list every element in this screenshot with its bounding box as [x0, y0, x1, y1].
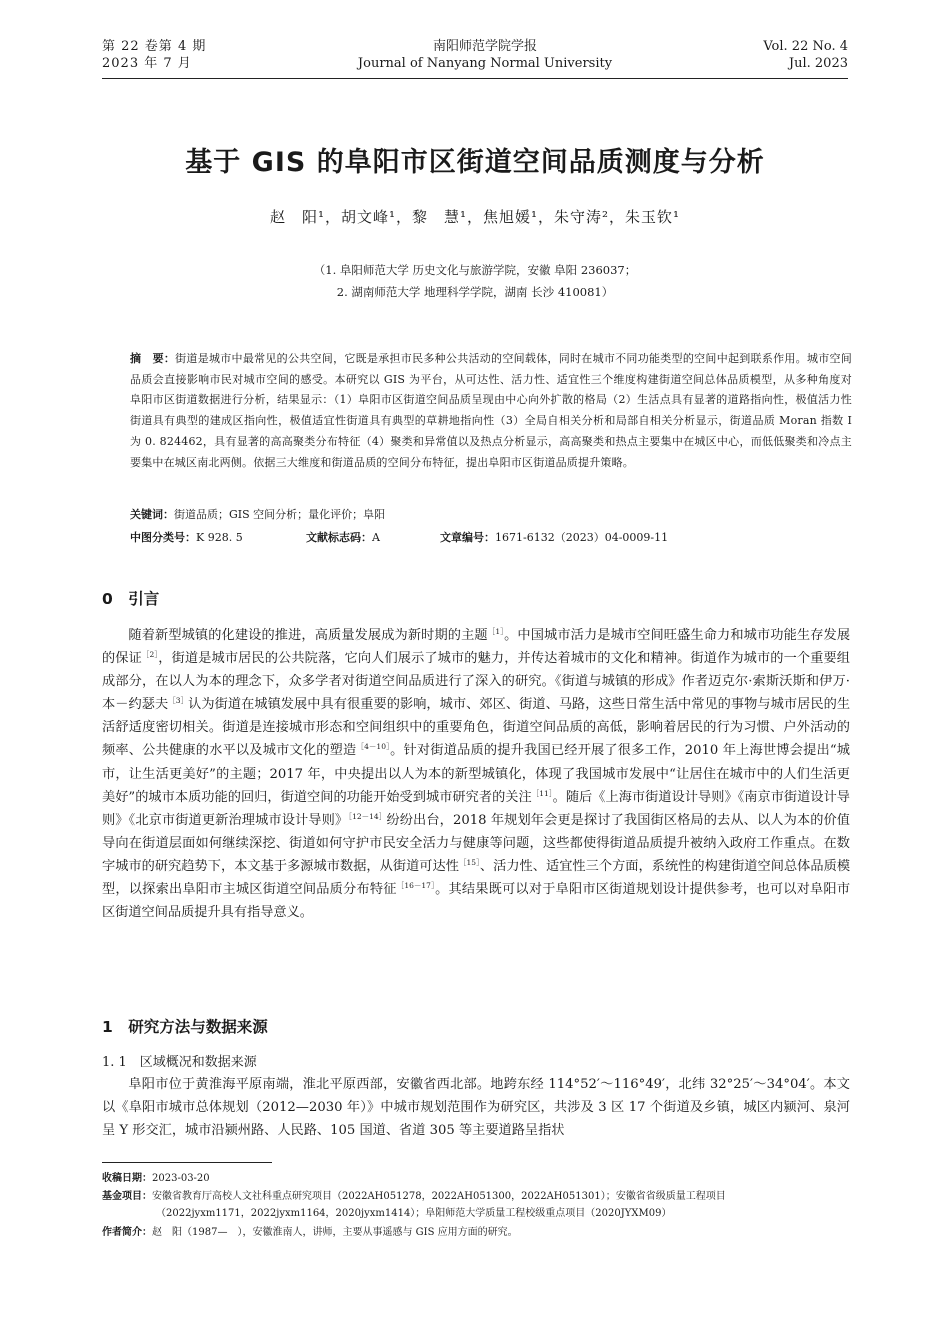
- citation-16-17: ［16－17］: [396, 881, 436, 891]
- clc-label: 中图分类号：: [130, 531, 196, 544]
- author-bio-label: 作者简介：: [102, 1227, 152, 1238]
- citation-12-14: ［12－14］: [348, 811, 387, 821]
- journal-volume-english: [763, 38, 848, 72]
- introduction-paragraph: [102, 624, 850, 924]
- intro-text-d: 认为街道在城镇发展中具有很重要的影响，城市、郊区、街道、马路，这些日常生活中常见的事物与城市居民的生活舒适度密切相关。街道是连接城市形态和空间组织中的重要角色，街道空间品质的高低，影响着居民的行为习惯、户外活动的频率、公共健康的水平以及城市文化的塑造: [102, 697, 851, 759]
- keywords-text: 街道品质；GIS 空间分析；量化评价；阜阳: [174, 508, 386, 521]
- author-list: 赵 阳¹，胡文峰¹，黎 慧¹，焦旭媛¹，朱守涛²，朱玉钦¹: [269, 208, 681, 226]
- intro-text-c: ，街道是城市居民的公共院落，它向人们展示了城市的魅力，并传达着城市的文化和精神。街道作为城市的一个重要组成部分，在以人为本的理念下，众多学者对街道空间品质进行了深入的研究。《街道与城镇的形成》作者迈克尔·索斯沃斯和伊万·本－约瑟夫: [102, 651, 850, 713]
- fund-label: 基金项目：: [102, 1191, 152, 1202]
- clc-number: [130, 528, 243, 548]
- journal-name-english: Journal of Nanyang Normal University: [357, 56, 613, 71]
- citation-11: ［11］: [531, 788, 553, 798]
- fund-line-2: （2022jyxm1171，2022jyxm1164，2020jyxm1414）；阜阳师范大学质量工程校级重点项目（2020JYXM09）: [156, 1208, 672, 1219]
- document-code: [306, 528, 380, 548]
- issue-date-label: 2023 年 7 月: [102, 56, 192, 71]
- abstract-label: 摘 要：: [130, 352, 176, 365]
- article-id-value: 1671-6132（2023）04-0009-11: [495, 531, 669, 544]
- intro-text-i: 。其结果既可以对于阜阳市区街道规划设计提供参考，也可以对阜阳市区街道空间品质提升具有指导意义。: [102, 882, 851, 921]
- keywords-label: 关键词：: [130, 508, 174, 521]
- citation-3: ［3］: [168, 696, 189, 706]
- journal-name-chinese: 南阳师范学院学报: [432, 39, 537, 54]
- intro-text-g: 纷纷出台，2018 年规划年会更是探讨了我国街区格局的去从、以人为本的价值导向在街道层面如何继续深挖、街道如何守护市民安全活力与健康等问题，这些都使得街道品质提升被纳入政府工作重点。在数字城市的研究趋势下，本文基于多源城市数据，从街道可达性: [102, 812, 850, 874]
- abstract-text: 街道是城市中最常见的公共空间，它既是承担市民多种公共活动的空间载体，同时在城市不同功能类型的空间中起到联系作用。城市空间品质会直接影响市民对城市空间的感受。本研究以 GIS 为平台，从可达性、活力性、适宜性三个维度构建街道空间总体品质模型，从多种角度对阜阳市区街道数据进行分析，结果显示：（1）阜阳市区街道空间品质呈现由中心向外扩散的格局（2）生活点具有显著的道路指向性，极值活力性街道具有典型的建成区指向性，极值适宜性街道具有典型的草耕地指向性（3）全局自相关分析和局部自相关分析显示，街道品质 Moran 指数 I 为 0. 824462，具有显著的高高聚类分布特征（4）聚类和异常值以及热点分析显示，高高聚类和热点主要集中在城区中心，而低低聚类和冷点主要集中在城区南北两侧。依据三大维度和街道品质的空间分布特征，提出阜阳市区街道品质提升策略。: [130, 352, 852, 469]
- volume-english-label: Vol. 22 No. 4: [763, 39, 848, 54]
- subsection-heading-study-area: 1. 1 区域概况和数据来源: [102, 1055, 257, 1070]
- document-code-label: 文献标志码：: [306, 531, 372, 544]
- header-divider: [102, 78, 848, 79]
- intro-text-a: 随着新型城镇的化建设的推进，高质量发展成为新时期的主题: [128, 628, 488, 643]
- paper-title: 基于 GIS 的阜阳市区街道空间品质测度与分析: [185, 147, 765, 178]
- abstract: [130, 349, 852, 473]
- fund-project: [102, 1188, 850, 1222]
- intro-text-e: 。针对街道品质的提升我国已经开展了很多工作，2010 年上海世博会提出“城市，让生活更美好”的主题；2017 年，中央提出以人为本的新型城镇化，体现了我国城市发展中“让居住在城市中的人们生活更美好”的城市本质功能的回归，街道空间的功能开始受到城市研究者的关注: [102, 743, 850, 805]
- date-english-label: Jul. 2023: [788, 56, 848, 71]
- received-label: 收稿日期：: [102, 1173, 152, 1184]
- citation-1: ［1］: [487, 627, 505, 636]
- volume-issue-label: 第 22 卷第 4 期: [102, 39, 207, 54]
- clc-value: K 928. 5: [196, 531, 243, 544]
- author-bio: [102, 1224, 850, 1241]
- study-area-body: [102, 1073, 850, 1142]
- citation-4-10: ［4－10］: [356, 742, 391, 752]
- author-bio-text: 赵 阳（1987— ），安徽淮南人，讲师，主要从事遥感与 GIS 应用方面的研究。: [152, 1227, 518, 1238]
- section-heading-methods: 1 研究方法与数据来源: [102, 1018, 268, 1036]
- citation-2: ［2］: [141, 650, 159, 660]
- intro-text-b: 。中国城市活力是城市空间旺盛生命力和城市功能生存发展的保证: [102, 628, 851, 667]
- study-area-paragraph: 阜阳市位于黄淮海平原南端，淮北平原西部，安徽省西北部。地跨东经 114°52′～116°49′，北纬 32°25′～34°04′。本文以《阜阳市城市总体规划（2012—2030 年）》中城市规划范围作为研究区，共涉及 3 区 17 个街道及乡镇，城区内颍河、泉河呈 Y 形交汇，城市沿颍州路、人民路、105 国道、省道 305 等主要道路呈指状: [102, 1077, 850, 1139]
- introduction-body: [102, 624, 850, 924]
- received-value: 2023-03-20: [152, 1173, 210, 1184]
- article-id-label: 文章编号：: [440, 531, 495, 544]
- section-heading-introduction: 0 引言: [102, 590, 160, 608]
- citation-15: ［15］: [458, 857, 480, 867]
- document-code-value: A: [372, 531, 380, 544]
- article-id: [440, 528, 668, 548]
- journal-volume-issue: [102, 38, 206, 72]
- received-date: [102, 1170, 850, 1187]
- keywords: [130, 505, 385, 525]
- intro-text-h: 、活力性、适宜性三个方面，系统性的构建街道空间总体品质模型，以探索出阜阳市主城区街道空间品质分布特征: [102, 858, 851, 898]
- fund-line-1: 安徽省教育厅高校人文社科重点研究项目（2022AH051278，2022AH051300，2022AH051301）；安徽省省级质量工程项目: [152, 1191, 726, 1202]
- footnote-divider: [102, 1162, 272, 1163]
- affiliation-line-1: （1. 阜阳师范大学 历史文化与旅游学院，安徽 阜阳 236037；: [313, 263, 637, 277]
- affiliation-line-2: 2. 湖南师范大学 地理科学学院，湖南 长沙 410081）: [336, 285, 614, 299]
- journal-name: [300, 38, 670, 72]
- intro-text-f: 。随后《上海市街道设计导则》《南京市街道设计导则》《北京市街道更新治理城市设计导则》: [102, 789, 850, 828]
